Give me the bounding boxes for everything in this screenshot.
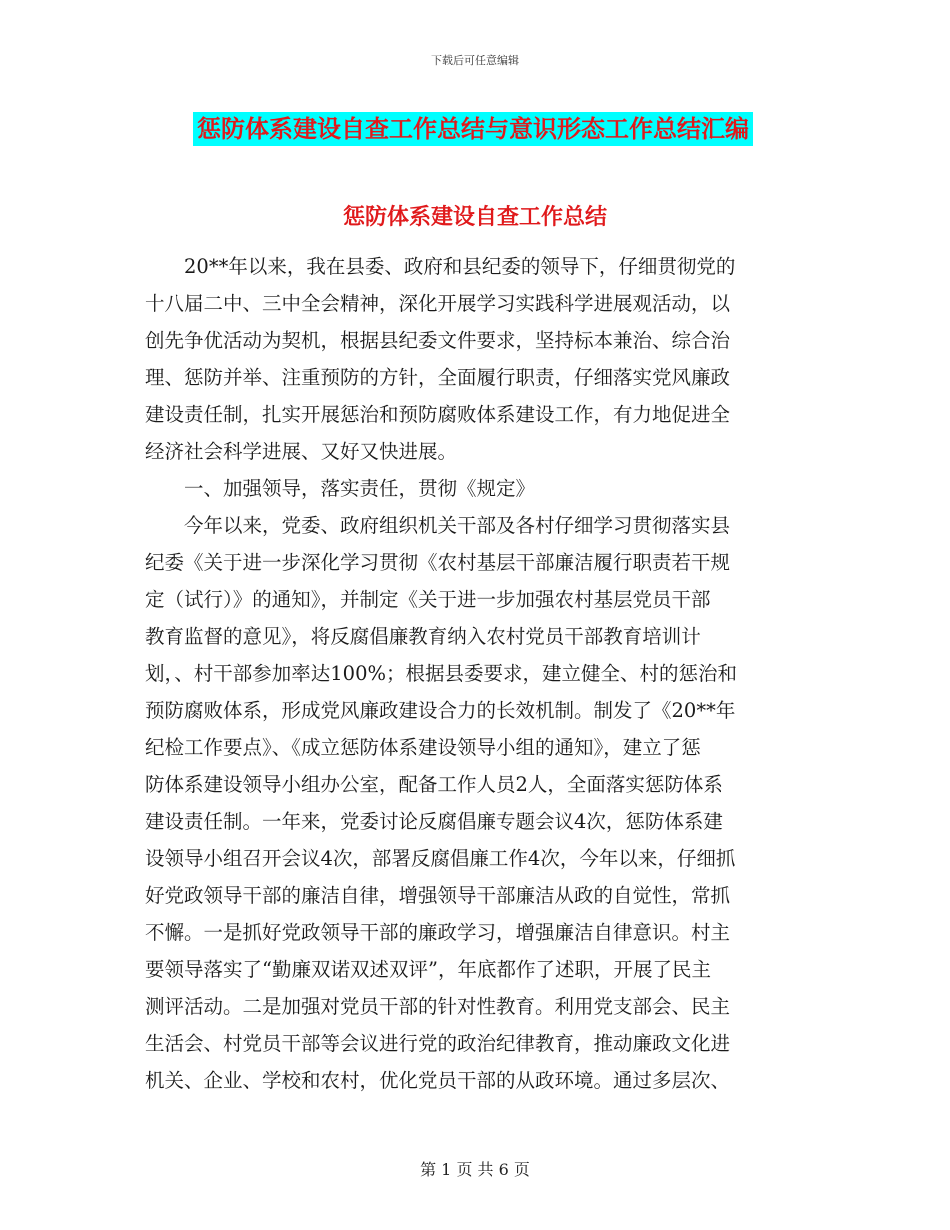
- document-title: 惩防体系建设自查工作总结与意识形态工作总结汇编: [193, 112, 753, 146]
- paragraph-line: 定（试行）》的通知》，并制定《关于进一步加强农村基层党员干部: [145, 588, 711, 611]
- paragraph-line: 20**年以来，我在县委、政府和县纪委的领导下，仔细贯彻党的: [145, 255, 736, 278]
- paragraph-line: 设领导小组召开会议4次，部署反腐倡廉工作4次，今年以来，仔细抓: [145, 847, 736, 870]
- paragraph-line: 教育监督的意见》，将反腐倡廉教育纳入农村党员干部教育培训计: [145, 625, 701, 648]
- paragraph-line: 创先争优活动为契机，根据县纪委文件要求，坚持标本兼治、综合治: [145, 329, 731, 352]
- paragraph-line: 预防腐败体系，形成党风廉政建设合力的长效机制。制发了《20**年: [145, 699, 736, 722]
- paragraph-line: 机关、企业、学校和农村，优化党员干部的从政环境。通过多层次、: [145, 1069, 731, 1092]
- paragraph-line: 要领导落实了“勤廉双诺双述双评”，年底都作了述职，开展了民主: [145, 958, 711, 981]
- paragraph-line: 十八届二中、三中全会精神，深化开展学习实践科学进展观活动，以: [145, 292, 731, 315]
- paragraph-line: 不懈。一是抓好党政领导干部的廉政学习，增强廉洁自律意识。村主: [145, 921, 731, 944]
- paragraph-line: 划，、村干部参加率达100%；根据县委要求，建立健全、村的惩治和: [145, 662, 737, 685]
- body-text: [145, 248, 805, 1099]
- paragraph-line: 测评活动。二是加强对党员干部的针对性教育。利用党支部会、民主: [145, 995, 731, 1018]
- paragraph-line: 今年以来，党委、政府组织机关干部及各村仔细学习贯彻落实县: [145, 514, 731, 537]
- paragraph-line: 纪检工作要点》、《成立惩防体系建设领导小组的通知》，建立了惩: [145, 736, 701, 759]
- header-note: 下载后可任意编辑: [431, 54, 519, 67]
- page-footer: 第 1 页 共 6 页: [420, 1160, 530, 1179]
- paragraph-line: 生活会、村党员干部等会议进行党的政治纪律教育，推动廉政文化进: [145, 1032, 731, 1055]
- section-heading: 一、加强领导，落实责任，贯彻《规定》: [145, 477, 536, 500]
- paragraph-line: 建设责任制。一年来，党委讨论反腐倡廉专题会议4次，惩防体系建: [145, 810, 723, 833]
- paragraph-line: 理、惩防并举、注重预防的方针，全面履行职责，仔细落实党风廉政: [145, 366, 731, 389]
- paragraph-line: 防体系建设领导小组办公室，配备工作人员2人，全面落实惩防体系: [145, 773, 723, 796]
- section-title: 惩防体系建设自查工作总结: [342, 204, 607, 230]
- paragraph-line: 经济社会科学进展、又好又快进展。: [145, 440, 458, 463]
- paragraph-line: 好党政领导干部的廉洁自律，增强领导干部廉洁从政的自觉性，常抓: [145, 884, 731, 907]
- paragraph-line: 纪委《关于进一步深化学习贯彻《农村基层干部廉洁履行职责若干规: [145, 551, 731, 574]
- paragraph-line: 建设责任制，扎实开展惩治和预防腐败体系建设工作，有力地促进全: [145, 403, 731, 426]
